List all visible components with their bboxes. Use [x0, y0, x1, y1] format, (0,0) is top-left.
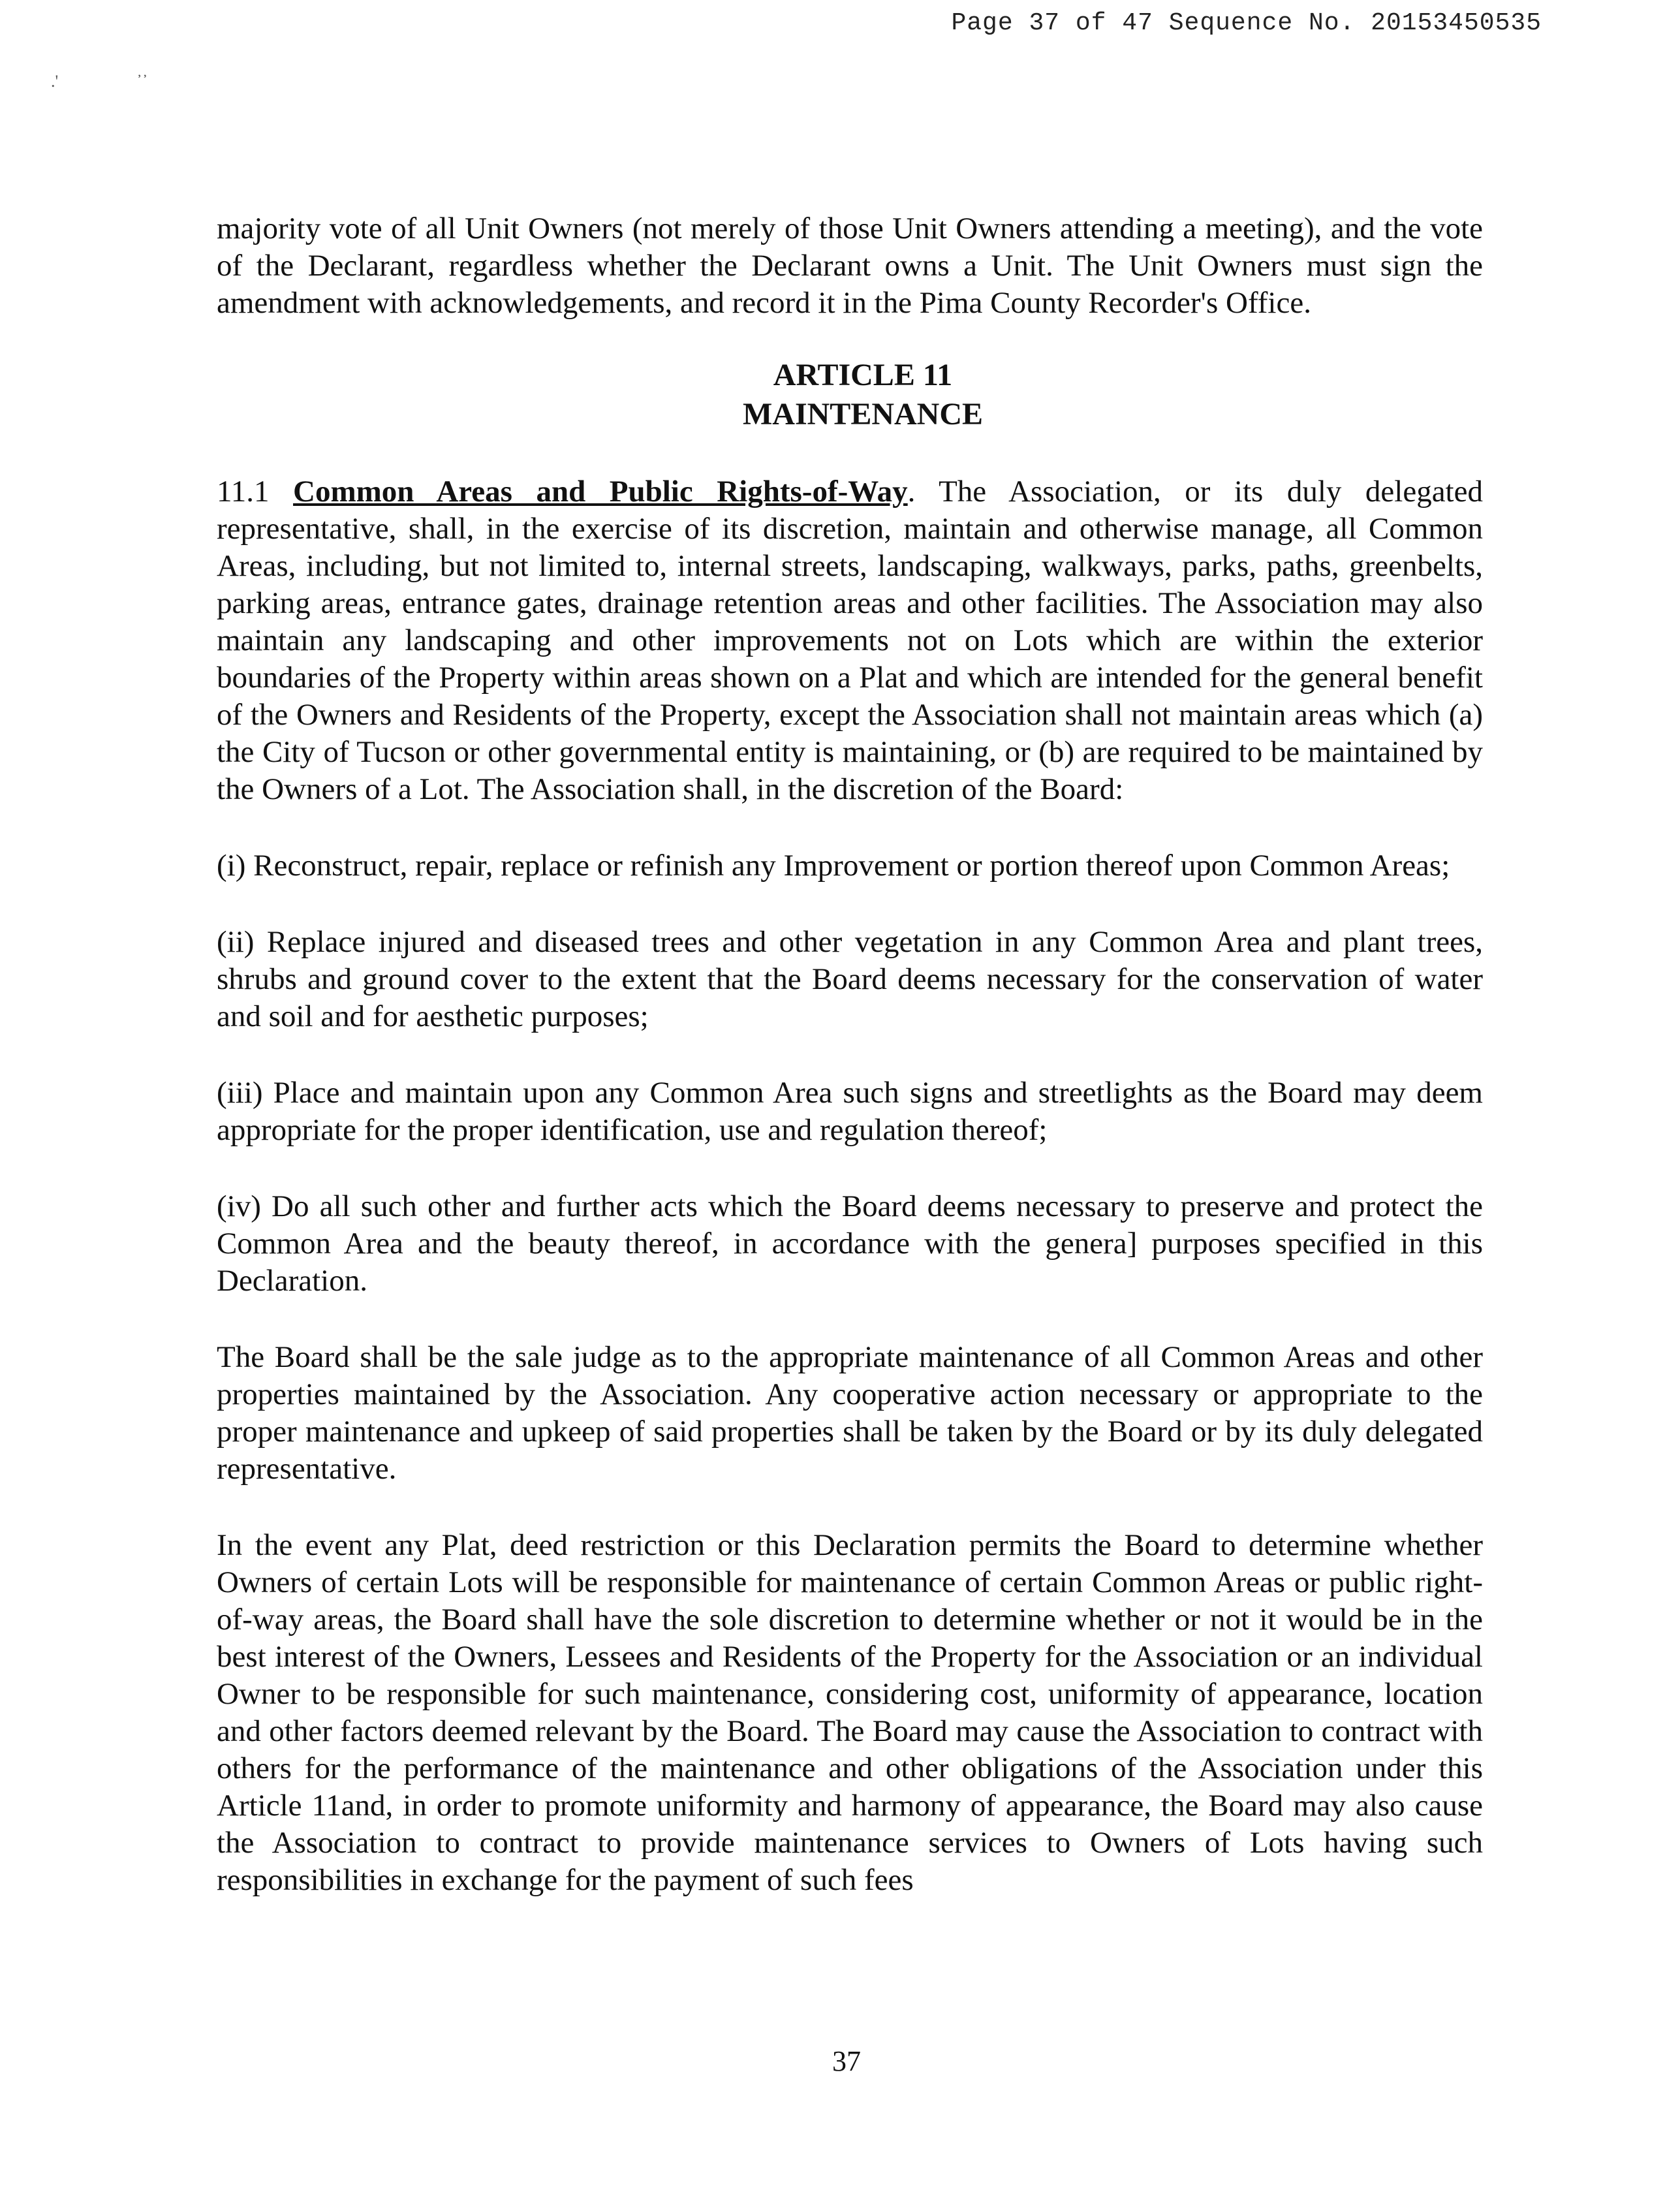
document-body: [217, 210, 1483, 1899]
section-text: . The Association, or its duly delegated representative, shall, in the exercise of its discretion, maintain and otherwise manage, all Common Areas, including, but not limited to, internal streets, landscaping, walkways, parks, paths, greenbelts, parking areas, entrance gates, drainage retention areas and other facilities. The Association may also maintain any landscaping and other improvements not on Lots which are within the exterior boundaries of the Property within areas shown on a Plat and which are intended for the general benefit of the Owners and Residents of the Property, except the Association shall not maintain areas which (a) the City of Tucson or other governmental entity is maintaining, or (b) are required to be maintained by the Owners of a Lot. The Association shall, in the discretion of the Board:: [217, 475, 1483, 806]
list-item-iii: (iii) Place and maintain upon any Common Area such signs and streetlights as the Board may deem appropriate for the proper identification, use and regulation thereof;: [217, 1076, 1483, 1147]
board-paragraph: The Board shall be the sale judge as to the appropriate maintenance of all Common Areas and other properties maintained by the Association. Any cooperative action necessary or appropriate to the proper maintenance and upkeep of said properties shall be taken by the Board or by its duly delegated representative.: [217, 1340, 1483, 1486]
section-number: 11.1: [217, 475, 270, 509]
scan-mark-right: ᾿᾿: [136, 72, 148, 91]
final-paragraph: In the event any Plat, deed restriction or this Declaration permits the Board to determine whether Owners of certain Lots will be responsible for maintenance of certain Common Areas or public right-of-way areas, the Board shall have the sole discretion to determine whether or not it would be in the best interest of the Owners, Lessees and Residents of the Property for the Association or an individual Owner to be responsible for such maintenance, considering cost, uniformity of appearance, location and other factors deemed relevant by the Board. The Board may cause the Association to contract with others for the performance of the maintenance and other obligations of the Association under this Article 11and, in order to promote uniformity and harmony of appearance, the Board may also cause the Association to contract to provide maintenance services to Owners of Lots having such responsibilities in exchange for the payment of such fees: [217, 1528, 1483, 1897]
section-title: Common Areas and Public Rights-of-Way: [293, 475, 908, 509]
list-item-iv: (iv) Do all such other and further acts which the Board deems necessary to preserve and protect the Common Area and the beauty thereof, in accordance with the genera] purposes specified in this Declaration.: [217, 1189, 1483, 1298]
intro-paragraph: majority vote of all Unit Owners (not merely of those Unit Owners attending a meeting), and the vote of the Declarant, regardless whether the Declarant owns a Unit. The Unit Owners must sign the amendment with acknowledgements, and record it in the Pima County Recorder's Office.: [217, 212, 1483, 320]
section-11-1-paragraph: [217, 473, 1483, 808]
scan-artifact-marks: [51, 72, 148, 91]
article-title: MAINTENANCE: [742, 397, 983, 431]
list-item-ii: (ii) Replace injured and diseased trees and other vegetation in any Common Area and plant trees, shrubs and ground cover to the extent that the Board deems necessary for the conservation of water and soil and for aesthetic purposes;: [217, 925, 1483, 1033]
page-sequence-header: Page 37 of 47 Sequence No. 20153450535: [951, 9, 1542, 37]
scan-mark-left: .': [51, 72, 59, 91]
list-item-i: (i) Reconstruct, repair, replace or refinish any Improvement or portion thereof upon Common Areas;: [217, 849, 1450, 883]
article-heading: [217, 356, 1483, 434]
article-number: ARTICLE 11: [773, 358, 953, 392]
page-number: 37: [832, 2045, 861, 2077]
